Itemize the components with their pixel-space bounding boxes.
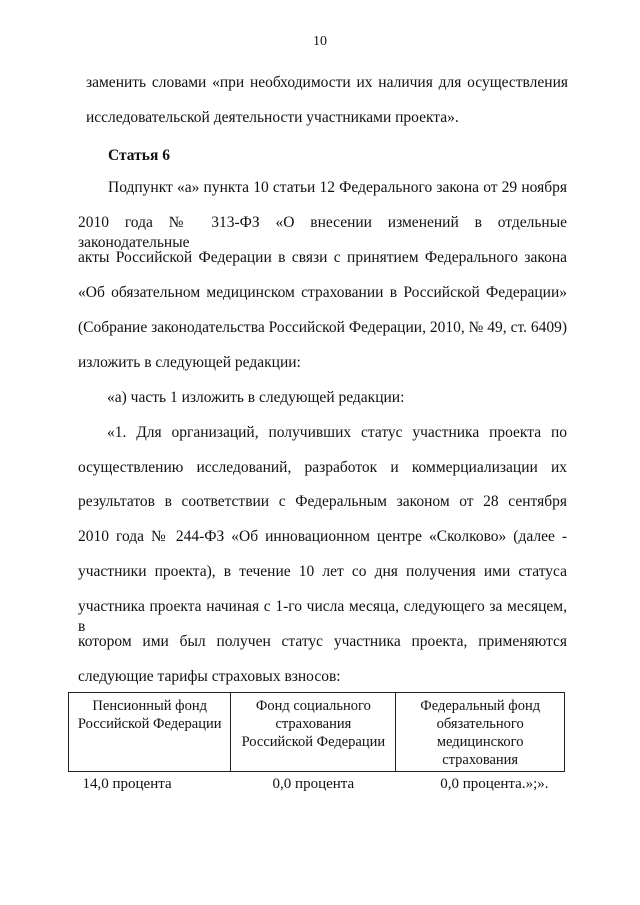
text-line-5: акты Российской Федерации в связи с принятием Федерального закона <box>78 249 567 266</box>
text-line-15: участника проекта начиная с 1-го числа месяца, следующего за месяцем, в <box>78 598 567 635</box>
header-social-insurance-line: Российской Федерации <box>241 734 386 750</box>
text-line-10: «1. Для организаций, получивших статус участника проекта по <box>107 424 567 441</box>
text-line-16: котором ими был получен статус участника проекта, применяются <box>78 633 567 650</box>
text-line-13: 2010 года № 244-ФЗ «Об инновационном центре «Сколково» (далее - <box>78 528 567 545</box>
text-line-4: 2010 года № 313-ФЗ «О внесении изменений в отдельные законодательные <box>78 214 567 251</box>
text-line-3: Подпункт «а» пункта 10 статьи 12 Федерального закона от 29 ноября <box>108 179 567 196</box>
text-line-14: участники проекта), в течение 10 лет со дня получения ими статуса <box>78 563 567 580</box>
header-social-insurance-line: страхования <box>275 716 352 732</box>
text-line-17: следующие тарифы страховых взносов: <box>78 668 341 685</box>
text-line-6: «Об обязательном медицинском страховании в Российской Федерации» <box>78 284 567 301</box>
header-pension-fund-line: Российской Федерации <box>77 716 222 732</box>
rate-social-insurance-fund: 0,0 процента <box>272 776 355 792</box>
text-line-9: «а) часть 1 изложить в следующей редакции: <box>107 389 405 406</box>
header-medical-insurance-line: обязательного <box>436 716 524 732</box>
rate-medical-insurance-fund: 0,0 процента.»;». <box>440 776 549 792</box>
rate-pension-fund: 14,0 процента <box>82 776 172 792</box>
header-medical-insurance-line: медицинского <box>436 734 524 750</box>
text-line-12: результатов в соответствии с Федеральным законом от 28 сентября <box>78 493 567 510</box>
header-social-insurance-fund <box>231 693 396 772</box>
text-line-7: (Собрание законодательства Российской Федерации, 2010, № 49, ст. 6409) <box>78 319 567 336</box>
header-medical-insurance-fund <box>396 693 565 772</box>
header-social-insurance-line: Фонд социального <box>255 698 371 714</box>
tariff-table-row <box>69 772 565 794</box>
header-medical-insurance-line: Федеральный фонд <box>420 698 541 714</box>
text-line-11: осуществлению исследований, разработок и коммерциализации их <box>78 459 567 476</box>
tariff-table <box>68 692 565 793</box>
header-medical-insurance-line: страхования <box>442 752 519 768</box>
header-pension-fund-line: Пенсионный фонд <box>92 698 207 714</box>
page-number: 10 <box>313 34 327 49</box>
header-pension-fund <box>69 693 231 772</box>
text-line-2: исследовательской деятельности участниками проекта». <box>86 109 459 126</box>
text-line-1: заменить словами «при необходимости их наличия для осуществления <box>86 74 568 91</box>
tariff-table-header-row <box>69 693 565 772</box>
article-heading: Статья 6 <box>108 147 170 164</box>
text-line-8: изложить в следующей редакции: <box>78 354 301 371</box>
